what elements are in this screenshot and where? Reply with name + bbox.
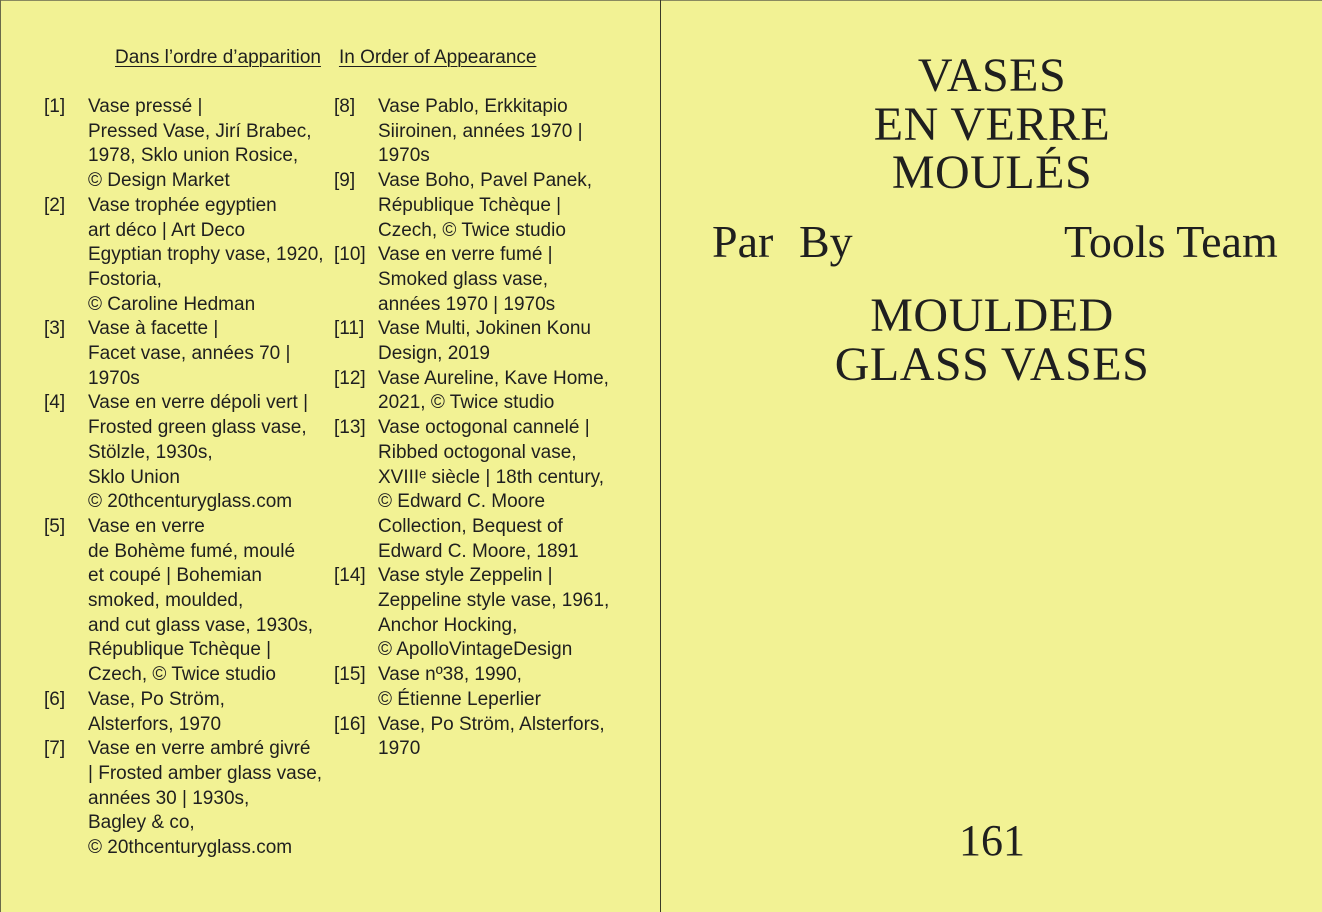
credit-text: Vase octogonal cannelé | Ribbed octogonal vase, XVIIIᵉ siècle | 18th century, © Edward C. Moore Collection, Bequest of Edward C. Moore, 1891 [378,417,605,562]
credit-number: [9] [334,170,356,192]
credits-column-left [44,95,334,861]
credit-number: [5] [44,515,66,537]
credit-entry [334,416,624,564]
title-english-line: MOULDED [870,289,1114,342]
credit-text: Vase en verre fumé | Smoked glass vase, années 1970 | 1970s [378,244,556,315]
byline-by: By [799,216,853,267]
credit-entry [334,367,624,416]
credit-entry [334,713,624,762]
credit-number: [6] [44,688,66,710]
credit-text: Vase Boho, Pavel Panek, République Tchèque | Czech, © Twice studio [378,170,593,241]
credit-text: Vase en verre ambré givré | Frosted amber glass vase, années 30 | 1930s, Bagley & co, © 20thcenturyglass.com [88,738,323,859]
credit-text: Vase Aureline, Kave Home, 2021, © Twice studio [378,367,609,414]
credit-text: Vase trophée egyptien art déco | Art Deco Egyptian trophy vase, 1920, Fostoria, © Caroline Hedman [88,194,324,315]
credit-entry [44,95,334,194]
credits-header-en: In Order of Appearance [338,47,537,68]
credit-text: Vase nº38, 1990, © Étienne Leperlier [378,664,541,710]
right-page [662,0,1322,912]
credit-text: Vase pressé | Pressed Vase, Jirí Brabec, 1978, Sklo union Rosice, © Design Market [88,96,312,192]
credit-number: [16] [334,713,366,735]
credit-entry [44,194,334,318]
title-french-line: VASES [917,49,1067,102]
credit-number: [8] [334,96,356,117]
credit-number: [13] [334,417,366,439]
credit-text: Vase, Po Ström, Alsterfors, 1970 [88,688,225,735]
credits-header-fr: Dans l’ordre d’apparition [115,47,321,68]
credit-text: Vase en verre dépoli vert | Frosted green glass vase, Stölzle, 1930s, Sklo Union © 20thcenturyglass.com [88,392,309,513]
credit-number: [2] [44,194,66,216]
credit-entry [334,663,624,712]
credit-text: Vase en verre de Bohème fumé, moulé et coupé | Bohemian smoked, moulded, and cut glass vase, 1930s, République Tchèque | Czech, © Twice studio [88,515,313,686]
credit-entry [44,688,334,737]
title-french-line: MOULÉS [891,146,1093,199]
credits-header [115,46,536,70]
credit-number: [10] [334,244,366,266]
title-english [662,289,1322,391]
credit-entry [44,391,334,515]
credit-text: Vase à facette | Facet vase, années 70 | 1970s [88,318,291,389]
credit-text: Vase, Po Ström, Alsterfors, 1970 [378,713,605,760]
credit-entry [334,169,624,243]
byline-author: Tools Team [1064,216,1278,267]
credit-number: [14] [334,565,366,587]
credit-number: [12] [334,367,366,389]
title-french [662,49,1322,199]
credit-entry [334,243,624,317]
byline-par: Par [712,216,774,267]
credit-entry [334,564,624,663]
credit-entry [44,515,334,688]
title-french-line: EN VERRE [873,97,1111,151]
credit-entry [334,95,624,169]
page-gutter [660,0,661,912]
credit-number: [7] [44,738,66,760]
credit-number: [4] [44,392,66,414]
credit-number: [15] [334,664,366,686]
credit-text: Vase Pablo, Erkkitapio Siiroinen, années 1970 | 1970s [378,96,583,167]
credit-text: Vase style Zeppelin | Zeppeline style vase, 1961, Anchor Hocking, © ApolloVintageDesign [378,565,610,661]
credit-entry [44,317,334,391]
credit-entry [334,317,624,366]
credit-text: Vase Multi, Jokinen Konu Design, 2019 [378,318,591,365]
credit-entry [44,737,334,861]
page-number: 161 [959,816,1025,865]
credit-number: [11] [334,318,365,340]
title-english-line: GLASS VASES [834,337,1150,391]
credit-number: [3] [44,318,66,340]
credits-column-right [334,95,624,762]
credit-number: [1] [44,96,66,117]
